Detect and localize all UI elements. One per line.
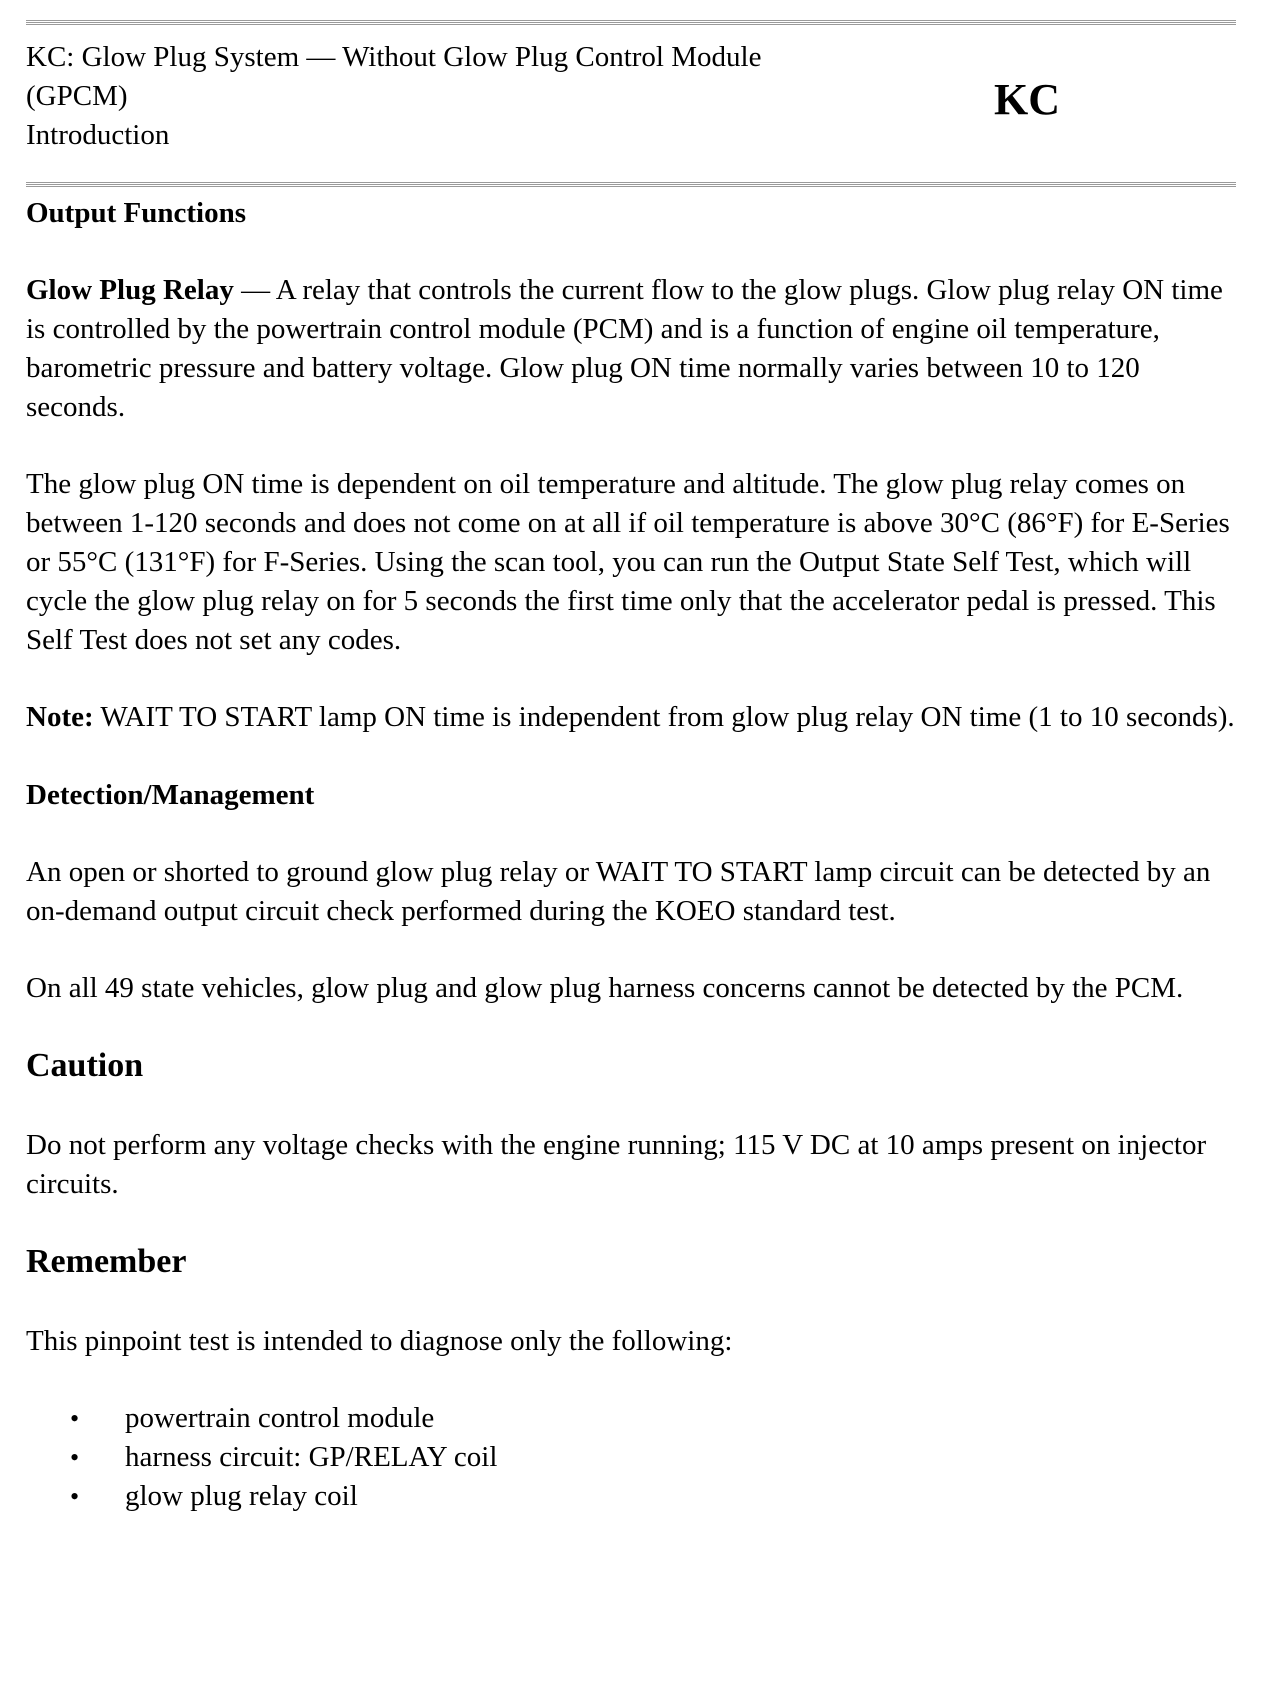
header-title-line-2: (GPCM)	[26, 80, 128, 112]
list-item	[26, 1399, 1236, 1438]
header-subtitle: Introduction	[26, 119, 170, 151]
top-divider	[26, 20, 1236, 25]
glow-plug-relay-label: Glow Plug Relay	[26, 274, 234, 306]
detection-paragraph-1: An open or shorted to ground glow plug relay or WAIT TO START lamp circuit can be detected by an on-demand output circuit check performed during the KOEO standard test.	[26, 856, 1211, 927]
note-paragraph	[26, 698, 1236, 737]
list-item-text: glow plug relay coil	[125, 1480, 358, 1512]
list-item	[26, 1438, 1236, 1477]
glow-plug-relay-text: — A relay that controls the current flow to the glow plugs. Glow plug relay ON time is controlled by the powertrain control module (PCM) and is a function of engine oil temperature, barometric pressure and battery voltage. Glow plug ON time normally varies between 10 to 120 seconds.	[26, 274, 1223, 423]
diagnose-list	[26, 1399, 1236, 1516]
note-label: Note:	[26, 701, 94, 733]
caution-text: Do not perform any voltage checks with the engine running; 115 V DC at 10 amps present on injector circuits.	[26, 1129, 1207, 1200]
detection-heading: Detection/Management	[26, 779, 315, 811]
bullet-icon: •	[70, 1482, 80, 1511]
remember-intro: This pinpoint test is intended to diagnose only the following:	[26, 1325, 733, 1357]
list-item-text: powertrain control module	[125, 1402, 435, 1434]
header-divider	[26, 182, 1236, 187]
glow-plug-relay-paragraph	[26, 271, 1236, 427]
remember-heading: Remember	[26, 1243, 187, 1280]
list-item	[26, 1477, 1236, 1516]
on-time-paragraph: The glow plug ON time is dependent on oil temperature and altitude. The glow plug relay comes on between 1-120 seconds and does not come on at all if oil temperature is above 30°C (86°F) for E-Series or 55°C (131°F) for F-Series. Using the scan tool, you can run the Output State Self Test, which will cycle the glow plug relay on for 5 seconds the first time only that the accelerator pedal is pressed. This Self Test does not set any codes.	[26, 468, 1230, 656]
header-title-line-1: KC: Glow Plug System — Without Glow Plug Control Module	[26, 41, 762, 73]
note-text: WAIT TO START lamp ON time is independent from glow plug relay ON time (1 to 10 seconds).	[93, 701, 1235, 733]
document-body	[26, 193, 1236, 1516]
bullet-icon: •	[70, 1404, 80, 1433]
bullet-icon: •	[70, 1443, 80, 1472]
detection-paragraph-2: On all 49 state vehicles, glow plug and glow plug harness concerns cannot be detected by the PCM.	[26, 972, 1184, 1004]
list-item-text: harness circuit: GP/RELAY coil	[125, 1441, 498, 1473]
page-header	[26, 38, 1236, 155]
output-functions-heading: Output Functions	[26, 197, 246, 229]
section-code: KC	[994, 75, 1060, 124]
caution-heading: Caution	[26, 1047, 144, 1084]
